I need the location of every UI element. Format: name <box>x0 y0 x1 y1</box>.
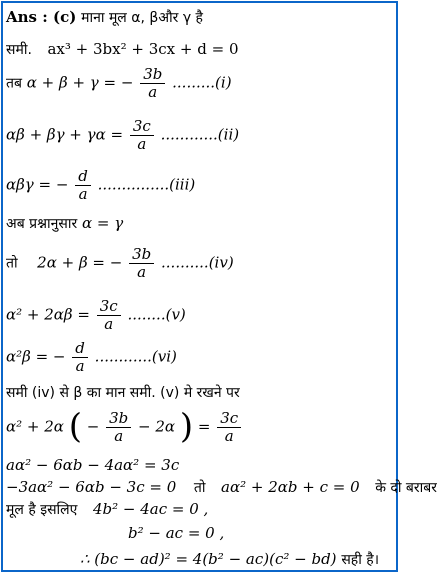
denominator: a <box>148 83 158 101</box>
sum-of-roots <box>6 66 232 101</box>
numerator: 3c <box>97 298 121 316</box>
equation-vi <box>6 340 177 375</box>
expanded-equation: aα² − 6αb − 4aα² = 3c <box>6 456 180 474</box>
cubic-equation: ax³ + 3bx² + 3cx + d = 0 <box>47 40 239 58</box>
final-relation: ∴ (bc − ad)² = 4(b² − ac)(c² − bd) <box>80 550 337 568</box>
fraction <box>140 66 165 101</box>
denominator: a <box>137 135 147 153</box>
inner-rest: − 2α <box>138 417 176 436</box>
equation-ref: ............(vi) <box>94 347 177 366</box>
condition-text: अब प्रश्नानुसार <box>6 216 78 232</box>
denominator: a <box>114 427 124 445</box>
fraction <box>106 410 131 445</box>
pair-lhs: αβ + βγ + γα = <box>6 125 124 144</box>
product-of-roots <box>6 168 195 203</box>
fraction <box>97 298 121 333</box>
sum-lhs: α + β + γ = − <box>26 73 134 92</box>
eq-vi-lhs: α²β = − <box>6 347 66 366</box>
sub-lhs: α² + 2α <box>6 417 64 436</box>
condition-line <box>6 214 123 233</box>
fraction <box>130 118 154 153</box>
then-word: तो <box>193 480 206 496</box>
product-lhs: αβγ = − <box>6 175 69 194</box>
equation-ref: ..........(iv) <box>161 253 234 272</box>
given-equation <box>6 40 239 59</box>
equation-ref: ............(ii) <box>160 125 240 144</box>
denominator: a <box>78 185 88 203</box>
fraction <box>129 246 154 281</box>
equation-v <box>6 298 186 333</box>
fraction <box>217 410 241 445</box>
equation-iv <box>6 246 234 281</box>
quadratic-equation: aα² + 2αb + c = 0 <box>221 478 360 496</box>
answer-header <box>6 8 203 27</box>
quadratic-line <box>6 478 437 497</box>
left-paren: ( <box>68 406 82 447</box>
equation-ref: ........(v) <box>127 305 186 324</box>
numerator: 3b <box>129 246 154 264</box>
equation-ref: ...............(iii) <box>97 175 196 194</box>
then-label: तब <box>6 75 22 92</box>
answer-label: Ans : (c) <box>6 8 77 26</box>
roots-therefore-text: मूल है इसलिए <box>6 502 78 518</box>
equation-ref: .........(i) <box>172 73 232 92</box>
discriminant-equation: 4b² − 4ac = 0 , <box>92 500 209 518</box>
right-paren: ) <box>179 406 194 447</box>
numerator: d <box>75 168 91 186</box>
correct-text: सही है। <box>341 552 380 568</box>
numerator: 3c <box>130 118 154 136</box>
so-label: तो <box>6 255 18 272</box>
pair-products <box>6 118 239 153</box>
simplified-discriminant: b² − ac = 0 , <box>128 524 225 542</box>
numerator: 3b <box>140 66 165 84</box>
eq-iv-lhs: 2α + β = − <box>37 253 123 272</box>
substitution-text: समी (iv) से β का मान समी. (v) मे रखने पर <box>6 385 240 401</box>
fraction <box>75 168 91 203</box>
equation-label: समी. <box>6 42 32 58</box>
denominator: a <box>75 357 85 375</box>
combined-equation: −3aα² − 6αb − 3c = 0 <box>6 478 177 496</box>
denominator: a <box>137 263 147 281</box>
discriminant-line <box>6 500 208 519</box>
condition-eq: α = γ <box>82 214 124 232</box>
conclusion-line <box>80 550 379 569</box>
numerator: 3c <box>217 410 241 428</box>
equal-roots-text: के दो बराबर <box>375 480 437 496</box>
denominator: a <box>224 427 234 445</box>
substituted-equation: α² + 2α ( − $\frac{3b}{a}$ − 2α ) = $\frac{3c}{a}$ <box>6 410 243 445</box>
numerator: 3b <box>106 410 131 428</box>
roots-intro: माना मूल α, βऔर γ है <box>81 10 203 26</box>
denominator: a <box>104 315 114 333</box>
numerator: d <box>72 340 88 358</box>
eq-v-lhs: α² + 2αβ = <box>6 305 90 324</box>
fraction <box>72 340 88 375</box>
